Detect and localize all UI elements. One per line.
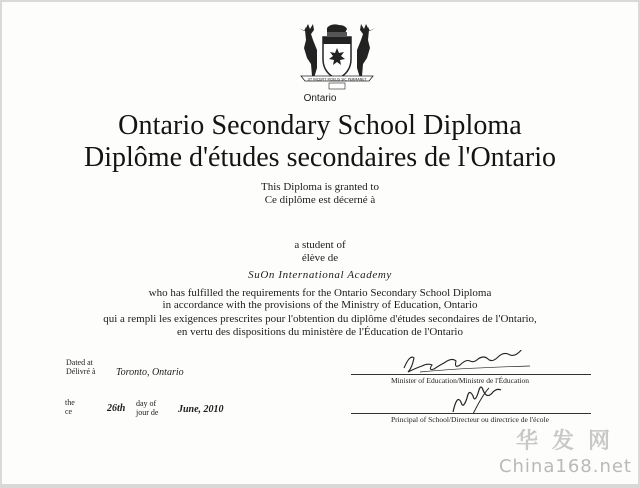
dated-at-label-english: Dated at: [66, 358, 93, 367]
minister-signature-line: [351, 374, 591, 375]
requirements-english-line2: in accordance with the provisions of the Ministry of Education, Ontario: [162, 299, 478, 311]
granted-text-french: Ce diplôme est décerné à: [264, 194, 376, 206]
issue-place: Toronto, Ontario: [116, 367, 184, 378]
issue-day: 26th: [107, 403, 126, 414]
diploma-page: [2, 2, 638, 484]
school-name: SuOn International Academy: [248, 269, 392, 281]
the-label: [65, 398, 75, 416]
the-label-french: ce: [65, 407, 73, 416]
svg-text:UT INCEPIT FIDELIS SIC PERMANE: UT INCEPIT FIDELIS SIC PERMANET: [307, 77, 367, 82]
diploma-title-english: Ontario Secondary School Diploma: [118, 110, 522, 141]
day-of-label-french: jour de: [136, 408, 159, 417]
principal-caption: Principal of School/Directeur ou directrice de l'école: [391, 415, 549, 424]
principal-signature-image: [447, 384, 507, 416]
requirements-french-line1: qui a rempli les exigences prescrites pour l'obtention du diplôme d'études secondaires de l'Ontario,: [103, 313, 537, 325]
requirements-english-line1: who has fulfilled the requirements for the Ontario Secondary School Diploma: [148, 287, 492, 299]
day-of-label-english: day of: [136, 399, 157, 408]
dated-at-label-french: Délivré à: [66, 367, 96, 376]
the-label-english: the: [65, 398, 75, 407]
granted-text-english: This Diploma is granted to: [261, 181, 379, 193]
student-of-english: a student of: [294, 239, 346, 251]
minister-caption: Minister of Education/Ministre de l'Éducation: [391, 376, 529, 385]
issue-month-year: June, 2010: [178, 404, 224, 415]
day-of-label: [136, 399, 158, 417]
ontario-coat-of-arms-icon: [295, 22, 379, 94]
watermark-chinese-text: 华发网: [515, 429, 624, 454]
dated-at-label: [66, 358, 96, 376]
student-of-french: élève de: [301, 252, 339, 264]
site-watermark: [440, 422, 638, 484]
principal-signature-line: [351, 413, 591, 414]
watermark-site-text: China168.net: [498, 456, 632, 477]
crest-caption: Ontario: [303, 93, 337, 104]
diploma-title-french: Diplôme d'études secondaires de l'Ontario: [84, 142, 556, 173]
requirements-french-line2: en vertu des dispositions du ministère de l'Éducation de l'Ontario: [177, 326, 463, 338]
